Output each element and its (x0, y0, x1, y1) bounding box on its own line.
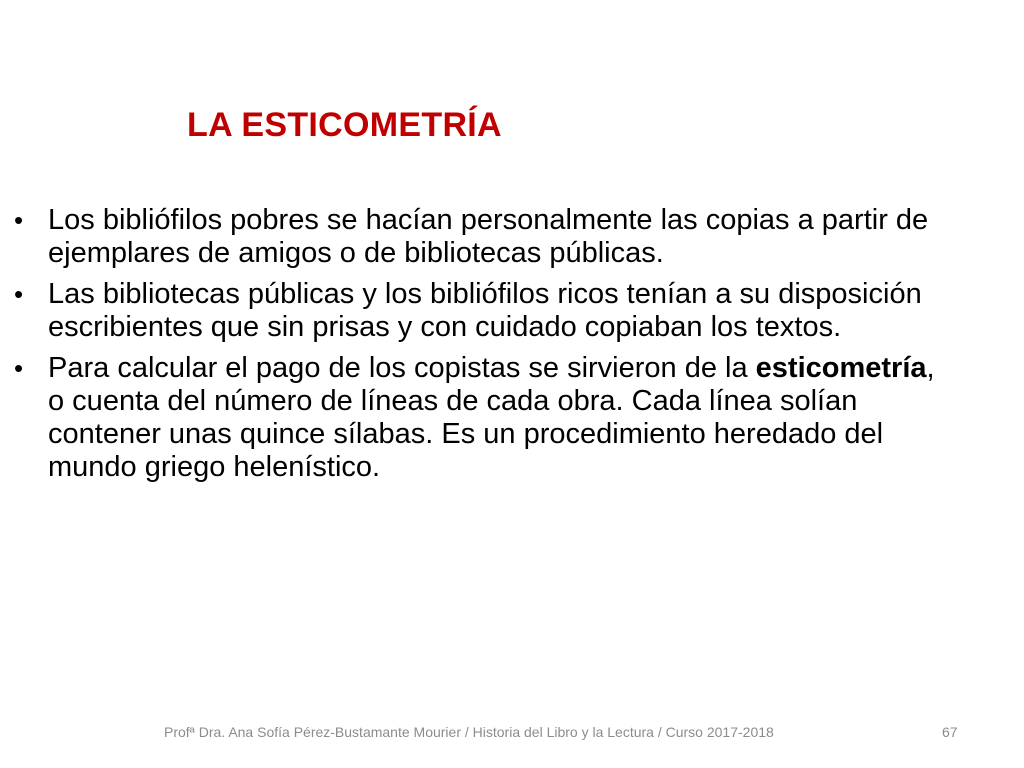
bullet-icon: • (14, 353, 24, 383)
footer-credit: Profª Dra. Ana Sofía Pérez-Bustamante Mourier / Historia del Libro y la Lectura / Curso 2017-2018 (164, 724, 774, 740)
bullet-text: Los bibliófilos pobres se hacían personalmente las copias a partir de ejemplares de amigos o de bibliotecas públicas. (48, 204, 929, 269)
bullet-icon: • (14, 205, 24, 235)
bullet-item (14, 204, 954, 270)
bullet-text-before: Para calcular el pago de los copistas se sirvieron de la (48, 352, 756, 384)
page-number: 67 (942, 724, 958, 740)
bullet-text-after: , o cuenta del número de líneas de cada obra. Cada línea solían contener unas quince sílabas. Es un procedimiento heredado del mundo griego helenístico. (48, 352, 935, 483)
bullet-item (14, 278, 954, 344)
bullet-icon: • (14, 279, 24, 309)
bullet-text-bold-term: esticometría (755, 352, 927, 384)
bullet-text: Las bibliotecas públicas y los bibliófilos ricos tenían a su disposición escribientes que sin prisas y con cuidado copiaban los textos. (48, 278, 922, 343)
slide-title: LA ESTICOMETRÍA (187, 106, 502, 144)
bullet-item (14, 352, 954, 484)
bullet-list (14, 204, 954, 492)
